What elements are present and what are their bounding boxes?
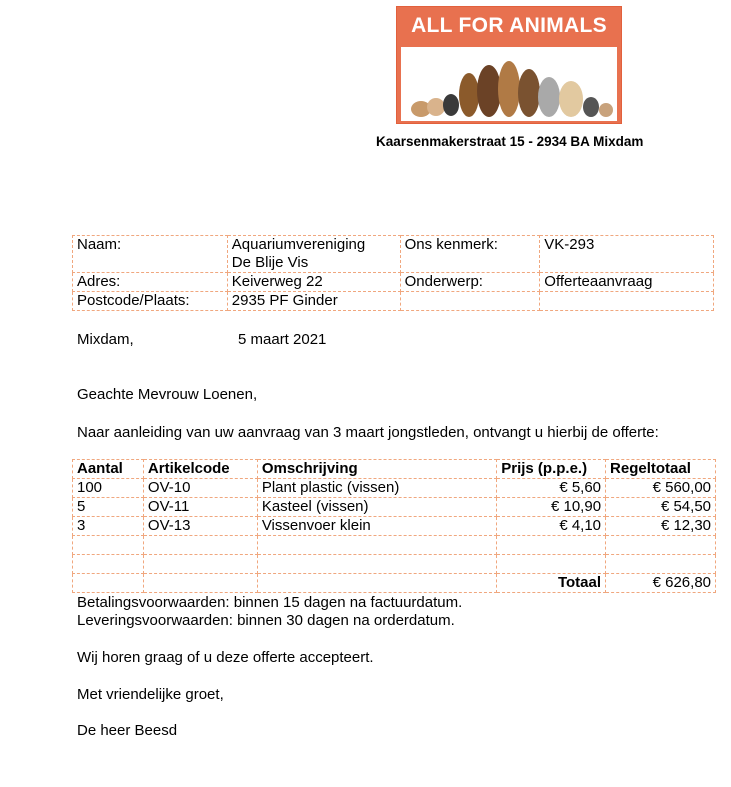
onderwerp-value: Offerteaanvraag bbox=[540, 273, 714, 292]
delivery-terms: Leveringsvoorwaarden: binnen 30 dagen na orderdatum. bbox=[77, 612, 455, 629]
table-header-row bbox=[73, 460, 716, 479]
empty-cell bbox=[143, 555, 257, 574]
naam-value bbox=[227, 236, 400, 273]
cell-artikelcode: OV-11 bbox=[143, 498, 257, 517]
company-logo bbox=[396, 6, 622, 124]
empty-row bbox=[73, 555, 716, 574]
empty-cell bbox=[606, 536, 716, 555]
header-prijs: Prijs (p.p.e.) bbox=[497, 460, 606, 479]
cell-omschrijving: Kasteel (vissen) bbox=[257, 498, 496, 517]
cell-regeltotaal: € 12,30 bbox=[606, 517, 716, 536]
date: 5 maart 2021 bbox=[238, 331, 327, 348]
cell-aantal: 3 bbox=[73, 517, 144, 536]
empty-cell bbox=[143, 536, 257, 555]
cell-artikelcode: OV-13 bbox=[143, 517, 257, 536]
postcode-label: Postcode/Plaats: bbox=[73, 292, 228, 311]
animals-photo bbox=[401, 47, 617, 121]
logo-title: ALL FOR ANIMALS bbox=[411, 14, 607, 37]
table-row bbox=[73, 498, 716, 517]
empty-cell bbox=[497, 536, 606, 555]
onderwerp-label: Onderwerp: bbox=[400, 273, 540, 292]
adres-value: Keiverweg 22 bbox=[227, 273, 400, 292]
empty-cell bbox=[400, 292, 540, 311]
animals-illustration bbox=[401, 47, 617, 121]
empty-cell bbox=[606, 555, 716, 574]
offer-table bbox=[72, 459, 716, 593]
empty-cell bbox=[73, 574, 144, 593]
table-row bbox=[73, 517, 716, 536]
header-omschrijving: Omschrijving bbox=[257, 460, 496, 479]
cell-aantal: 100 bbox=[73, 479, 144, 498]
table-row bbox=[73, 479, 716, 498]
payment-terms: Betalingsvoorwaarden: binnen 15 dagen na factuurdatum. bbox=[77, 594, 463, 611]
signature: De heer Beesd bbox=[77, 722, 178, 739]
empty-cell bbox=[257, 536, 496, 555]
postcode-value: 2935 PF Ginder bbox=[227, 292, 400, 311]
empty-cell bbox=[257, 555, 496, 574]
greeting: Met vriendelijke groet, bbox=[77, 686, 224, 703]
empty-cell bbox=[143, 574, 257, 593]
empty-cell bbox=[73, 536, 144, 555]
cell-aantal: 5 bbox=[73, 498, 144, 517]
cell-prijs: € 10,90 bbox=[497, 498, 606, 517]
cell-prijs: € 5,60 bbox=[497, 479, 606, 498]
cell-omschrijving: Plant plastic (vissen) bbox=[257, 479, 496, 498]
adres-label: Adres: bbox=[73, 273, 228, 292]
naam-label: Naam: bbox=[73, 236, 228, 273]
cell-omschrijving: Vissenvoer klein bbox=[257, 517, 496, 536]
info-row bbox=[73, 236, 714, 273]
cell-regeltotaal: € 560,00 bbox=[606, 479, 716, 498]
header-artikelcode: Artikelcode bbox=[143, 460, 257, 479]
salutation: Geachte Mevrouw Loenen, bbox=[77, 386, 258, 403]
empty-cell bbox=[540, 292, 714, 311]
place: Mixdam, bbox=[77, 331, 134, 348]
naam-line1: Aquariumvereniging bbox=[231, 236, 366, 253]
empty-cell bbox=[73, 555, 144, 574]
empty-cell bbox=[497, 555, 606, 574]
closing-request: Wij horen graag of u deze offerte accepteert. bbox=[77, 649, 374, 666]
header-aantal: Aantal bbox=[73, 460, 144, 479]
total-label: Totaal bbox=[497, 574, 606, 593]
total-value: € 626,80 bbox=[606, 574, 716, 593]
info-row bbox=[73, 273, 714, 292]
cell-prijs: € 4,10 bbox=[497, 517, 606, 536]
kenmerk-value: VK-293 bbox=[540, 236, 714, 273]
empty-cell bbox=[257, 574, 496, 593]
total-row bbox=[73, 574, 716, 593]
kenmerk-label: Ons kenmerk: bbox=[400, 236, 540, 273]
naam-line2: De Blije Vis bbox=[231, 254, 309, 271]
empty-row bbox=[73, 536, 716, 555]
company-address: Kaarsenmakerstraat 15 - 2934 BA Mixdam bbox=[376, 134, 644, 149]
header-regeltotaal: Regeltotaal bbox=[606, 460, 716, 479]
cell-artikelcode: OV-10 bbox=[143, 479, 257, 498]
info-row bbox=[73, 292, 714, 311]
cell-regeltotaal: € 54,50 bbox=[606, 498, 716, 517]
intro-text: Naar aanleiding van uw aanvraag van 3 maart jongstleden, ontvangt u hierbij de offerte: bbox=[77, 424, 659, 441]
recipient-info-table bbox=[72, 235, 714, 311]
